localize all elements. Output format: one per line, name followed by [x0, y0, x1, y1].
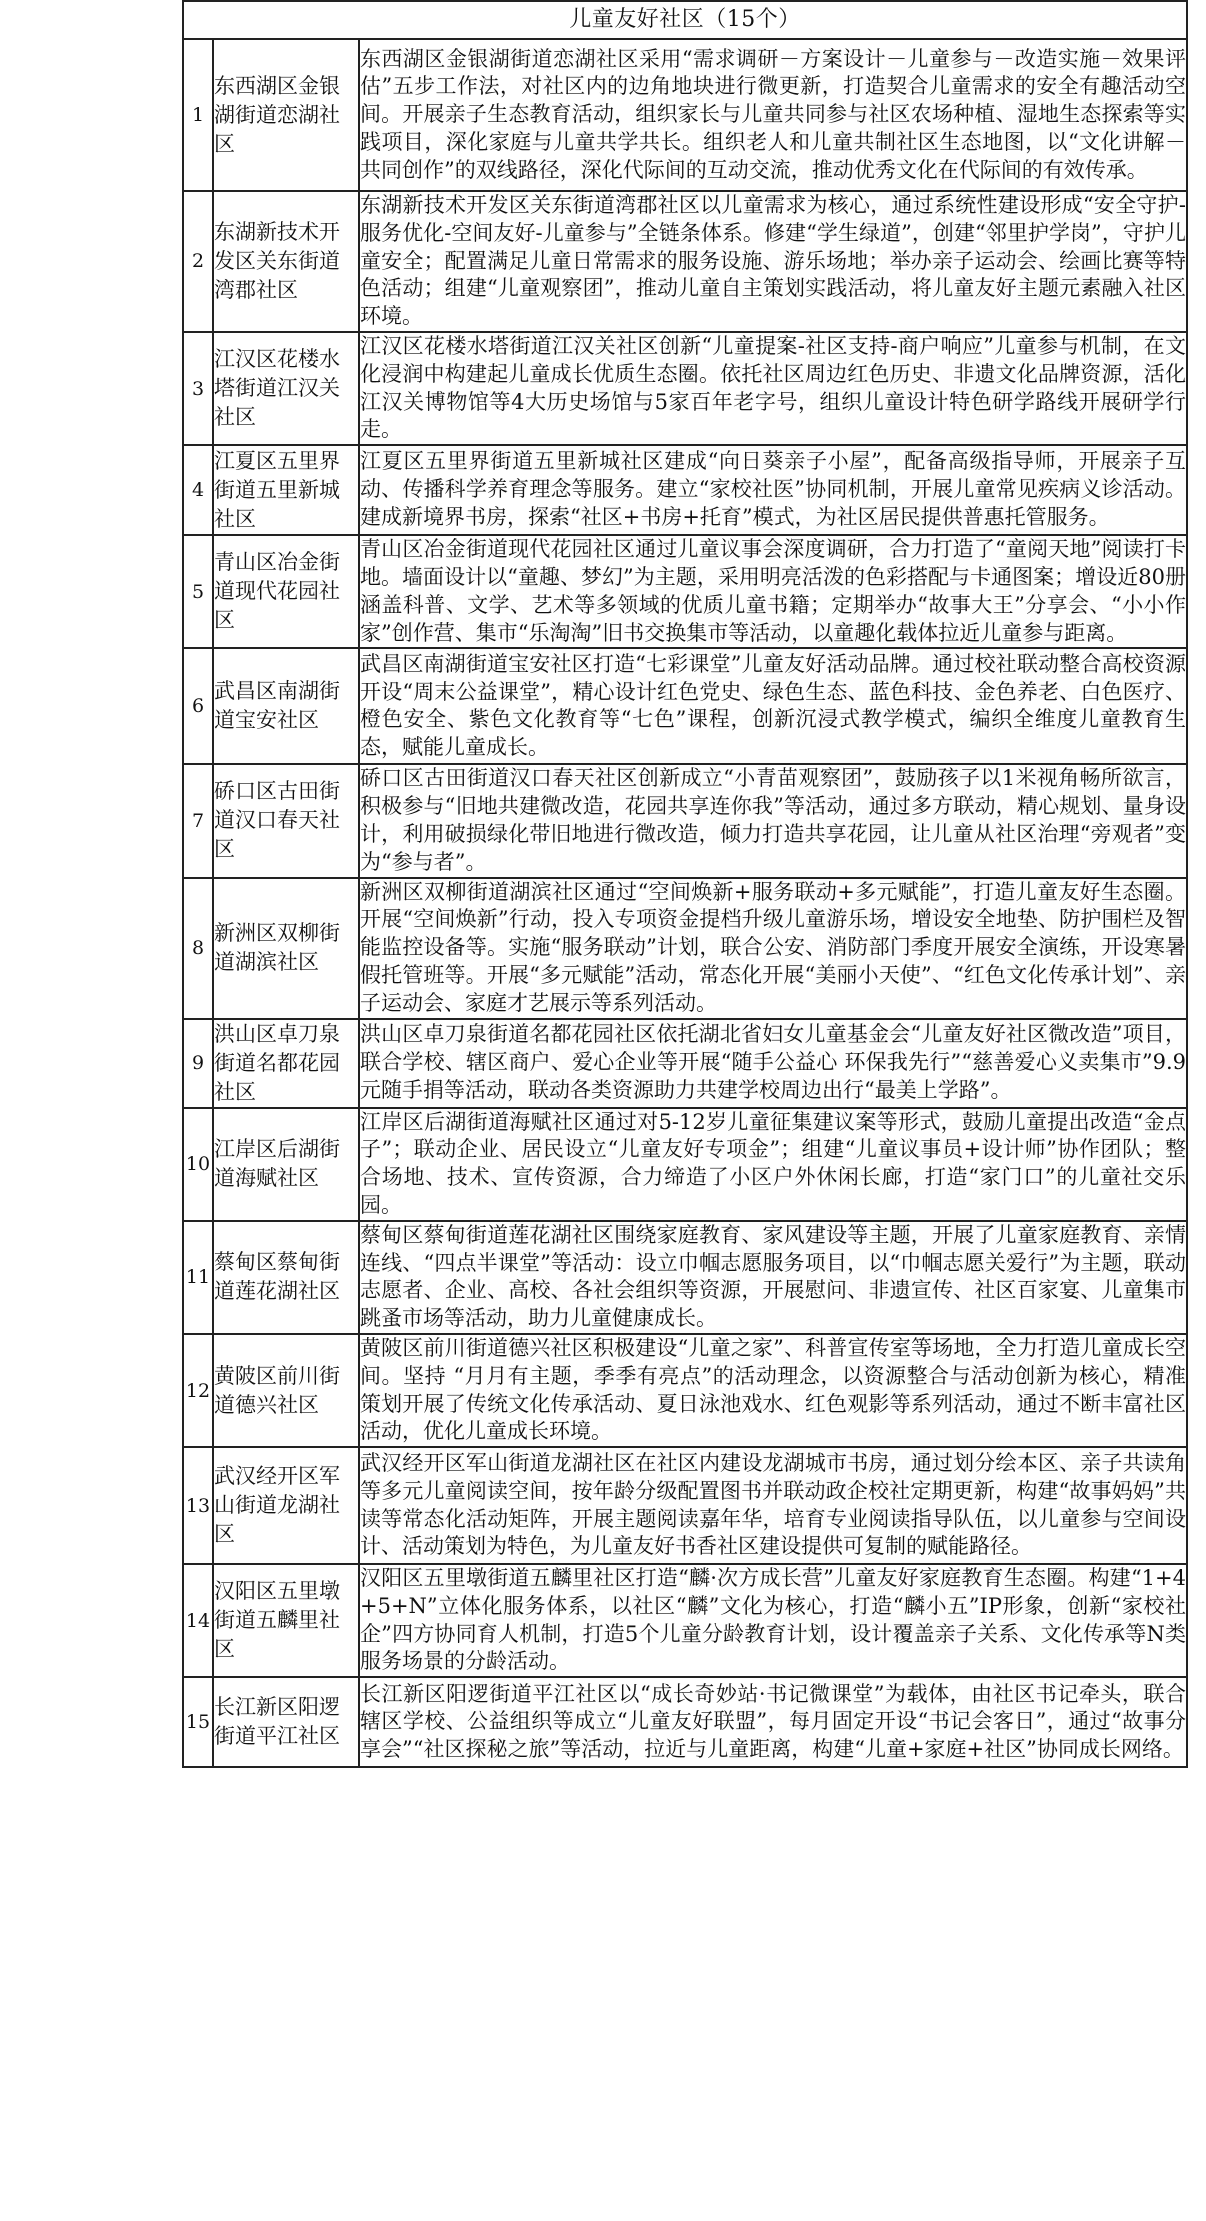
row-number: 4 — [183, 445, 213, 535]
community-name: 东西湖区金银湖街道恋湖社区 — [213, 39, 359, 191]
row-number: 10 — [183, 1108, 213, 1221]
table-row — [183, 1447, 1187, 1564]
community-description: 武昌区南湖街道宝安社区打造“七彩课堂”儿童友好活动品牌。通过校社联动整合高校资源开设“周末公益课堂”，精心设计红色党史、绿色生态、蓝色科技、金色养老、白色医疗、橙色安全、紫色文化教育等“七色”课程，创新沉浸式教学模式，编织全维度儿童教育生态，赋能儿童成长。 — [359, 648, 1187, 764]
community-name: 硚口区古田街道汉口春天社区 — [213, 764, 359, 877]
community-description: 江夏区五里界街道五里新城社区建成“向日葵亲子小屋”，配备高级指导师，开展亲子互动、传播科学养育理念等服务。建立“家校社医”协同机制，开展儿童常见疾病义诊活动。建成新境界书房，探索“社区+书房+托育”模式，为社区居民提供普惠托管服务。 — [359, 445, 1187, 535]
community-description: 江汉区花楼水塔街道江汉关社区创新“儿童提案-社区支持-商户响应”儿童参与机制，在文化浸润中构建起儿童成长优质生态圈。依托社区周边红色历史、非遗文化品牌资源，活化江汉关博物馆等4大历史场馆与5家百年老字号，组织儿童设计特色研学路线开展研学行走。 — [359, 332, 1187, 445]
table-row — [183, 764, 1187, 877]
community-description: 武汉经开区军山街道龙湖社区在社区内建设龙湖城市书房，通过划分绘本区、亲子共读角等多元儿童阅读空间，按年龄分级配置图书并联动政企校社定期更新，构建“故事妈妈”共读等常态化活动矩阵，开展主题阅读嘉年华，培育专业阅读指导队伍，以儿童参与空间设计、活动策划为特色，为儿童友好书香社区建设提供可复制的赋能路径。 — [359, 1447, 1187, 1564]
community-name: 武汉经开区军山街道龙湖社区 — [213, 1447, 359, 1564]
table-header-row — [183, 1, 1187, 39]
community-description: 青山区冶金街道现代花园社区通过儿童议事会深度调研，合力打造了“童阅天地”阅读打卡地。墙面设计以“童趣、梦幻”为主题，采用明亮活泼的色彩搭配与卡通图案；增设近80册涵盖科普、文学、艺术等多领域的优质儿童书籍；定期举办“故事大王”分享会、“小小作家”创作营、集市“乐淘淘”旧书交换集市等活动，以童趣化载体拉近儿童参与距离。 — [359, 535, 1187, 648]
community-description: 汉阳区五里墩街道五麟里社区打造“麟·次方成长营”儿童友好家庭教育生态圈。构建“1+4+5+N”立体化服务体系，以社区“麟”文化为核心，打造“麟小五”IP形象，创新“家校社企”四方协同育人机制，打造5个儿童分龄教育计划，设计覆盖亲子关系、文化传承等N类服务场景的分龄活动。 — [359, 1564, 1187, 1677]
table-title: 儿童友好社区（15个） — [183, 1, 1187, 39]
community-name: 江汉区花楼水塔街道江汉关社区 — [213, 332, 359, 445]
community-description: 新洲区双柳街道湖滨社区通过“空间焕新+服务联动+多元赋能”，打造儿童友好生态圈。开展“空间焕新”行动，投入专项资金提档升级儿童游乐场，增设安全地垫、防护围栏及智能监控设备等。实施“服务联动”计划，联合公安、消防部门季度开展安全演练，开设寒暑假托管班等。开展“多元赋能”活动，常态化开展“美丽小天使”、“红色文化传承计划”、亲子运动会、家庭才艺展示等系列活动。 — [359, 878, 1187, 1019]
table-row — [183, 878, 1187, 1019]
community-description: 江岸区后湖街道海赋社区通过对5-12岁儿童征集建议案等形式，鼓励儿童提出改造“金点子”；联动企业、居民设立“儿童友好专项金”；组建“儿童议事员+设计师”协作团队；整合场地、技术、宣传资源，合力缔造了小区户外休闲长廊，打造“家门口”的儿童社交乐园。 — [359, 1108, 1187, 1221]
community-description: 东湖新技术开发区关东街道湾郡社区以儿童需求为核心，通过系统性建设形成“安全守护-服务优化-空间友好-儿童参与”全链条体系。修建“学生绿道”，创建“邻里护学岗”，守护儿童安全；配置满足儿童日常需求的服务设施、游乐场地；举办亲子运动会、绘画比赛等特色活动；组建“儿童观察团”，推动儿童自主策划实践活动，将儿童友好主题元素融入社区环境。 — [359, 191, 1187, 332]
community-name: 洪山区卓刀泉街道名都花园社区 — [213, 1019, 359, 1108]
community-name: 江夏区五里界街道五里新城社区 — [213, 445, 359, 535]
row-number: 6 — [183, 648, 213, 764]
row-number: 3 — [183, 332, 213, 445]
community-name: 长江新区阳逻街道平江社区 — [213, 1677, 359, 1767]
community-name: 蔡甸区蔡甸街道莲花湖社区 — [213, 1221, 359, 1334]
row-number: 5 — [183, 535, 213, 648]
community-name: 青山区冶金街道现代花园社区 — [213, 535, 359, 648]
community-name: 江岸区后湖街道海赋社区 — [213, 1108, 359, 1221]
row-number: 1 — [183, 39, 213, 191]
community-name: 汉阳区五里墩街道五麟里社区 — [213, 1564, 359, 1677]
community-table — [182, 0, 1188, 1768]
community-name: 武昌区南湖街道宝安社区 — [213, 648, 359, 764]
table-row — [183, 648, 1187, 764]
community-description: 黄陂区前川街道德兴社区积极建设“儿童之家”、科普宣传室等场地，全力打造儿童成长空间。坚持 “月月有主题，季季有亮点”的活动理念，以资源整合与活动创新为核心，精准策划开展了传统文化传承活动、夏日泳池戏水、红色观影等系列活动，通过不断丰富社区活动，优化儿童成长环境。 — [359, 1334, 1187, 1447]
table-row — [183, 1677, 1187, 1767]
table-row — [183, 1019, 1187, 1108]
table-row — [183, 39, 1187, 191]
table-row — [183, 191, 1187, 332]
document-page — [182, 0, 1188, 1768]
community-description: 硚口区古田街道汉口春天社区创新成立“小青苗观察团”，鼓励孩子以1米视角畅所欲言，积极参与“旧地共建微改造，花园共享连你我”等活动，通过多方联动，精心规划、量身设计，利用破损绿化带旧地进行微改造，倾力打造共享花园，让儿童从社区治理“旁观者”变为“参与者”。 — [359, 764, 1187, 877]
community-description: 蔡甸区蔡甸街道莲花湖社区围绕家庭教育、家风建设等主题，开展了儿童家庭教育、亲情连线、“四点半课堂”等活动：设立巾帼志愿服务项目，以“巾帼志愿关爱行”为主题，联动志愿者、企业、高校、各社会组织等资源，开展慰问、非遗宣传、社区百家宴、儿童集市跳蚤市场等活动，助力儿童健康成长。 — [359, 1221, 1187, 1334]
community-description: 洪山区卓刀泉街道名都花园社区依托湖北省妇女儿童基金会“儿童友好社区微改造”项目，联合学校、辖区商户、爱心企业等开展“随手公益心 环保我先行”“慈善爱心义卖集市”9.9元随手捐等活动，联动各类资源助力共建学校周边出行“最美上学路”。 — [359, 1019, 1187, 1108]
row-number: 13 — [183, 1447, 213, 1564]
community-description: 东西湖区金银湖街道恋湖社区采用“需求调研－方案设计－儿童参与－改造实施－效果评估”五步工作法，对社区内的边角地块进行微更新，打造契合儿童需求的安全有趣活动空间。开展亲子生态教育活动，组织家长与儿童共同参与社区农场种植、湿地生态探索等实践项目，深化家庭与儿童共学共长。组织老人和儿童共制社区生态地图，以“文化讲解－共同创作”的双线路径，深化代际间的互动交流，推动优秀文化在代际间的有效传承。 — [359, 39, 1187, 191]
row-number: 7 — [183, 764, 213, 877]
table-row — [183, 1334, 1187, 1447]
row-number: 8 — [183, 878, 213, 1019]
table-row — [183, 535, 1187, 648]
table-row — [183, 1564, 1187, 1677]
row-number: 15 — [183, 1677, 213, 1767]
row-number: 9 — [183, 1019, 213, 1108]
table-row — [183, 445, 1187, 535]
community-name: 东湖新技术开发区关东街道湾郡社区 — [213, 191, 359, 332]
table-row — [183, 1108, 1187, 1221]
row-number: 11 — [183, 1221, 213, 1334]
table-row — [183, 1221, 1187, 1334]
row-number: 12 — [183, 1334, 213, 1447]
community-name: 黄陂区前川街道德兴社区 — [213, 1334, 359, 1447]
community-name: 新洲区双柳街道湖滨社区 — [213, 878, 359, 1019]
community-description: 长江新区阳逻街道平江社区以“成长奇妙站·书记微课堂”为载体，由社区书记牵头，联合辖区学校、公益组织等成立“儿童友好联盟”，每月固定开设“书记会客日”，通过“故事分享会”“社区探秘之旅”等活动，拉近与儿童距离，构建“儿童+家庭+社区”协同成长网络。 — [359, 1677, 1187, 1767]
table-row — [183, 332, 1187, 445]
row-number: 14 — [183, 1564, 213, 1677]
row-number: 2 — [183, 191, 213, 332]
